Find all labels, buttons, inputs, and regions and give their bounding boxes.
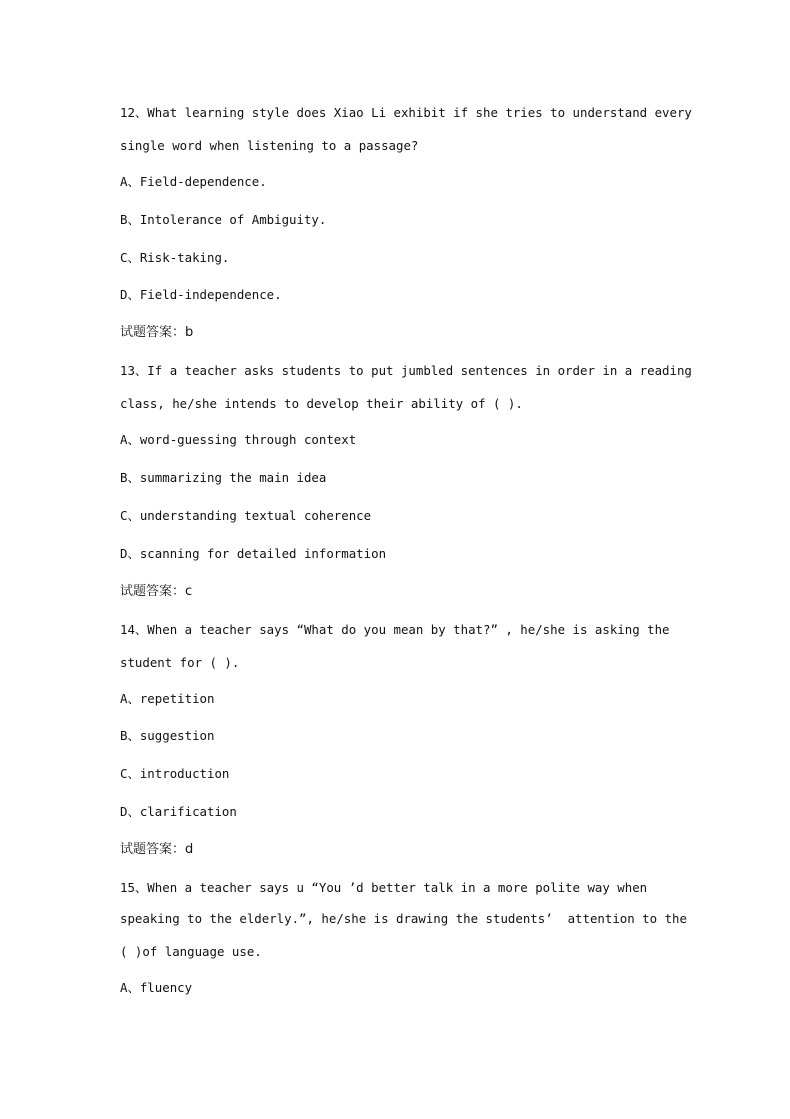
question-stem-line: 15、When a teacher says u “You ’d better talk in a more polite way when bbox=[120, 880, 648, 895]
option-b: B、suggestion bbox=[120, 728, 215, 743]
question-stem-line: single word when listening to a passage? bbox=[120, 138, 419, 153]
question-stem-line: speaking to the elderly.”, he/she is drawing the students’ attention to the bbox=[120, 911, 687, 926]
option-d: D、Field-independence. bbox=[120, 287, 282, 302]
question-stem-line: student for ( ). bbox=[120, 655, 240, 670]
option-b: B、summarizing the main idea bbox=[120, 470, 327, 485]
option-d: D、clarification bbox=[120, 804, 237, 819]
option-c: C、Risk-taking. bbox=[120, 250, 230, 265]
option-a: A、Field-dependence. bbox=[120, 174, 267, 189]
option-a: A、repetition bbox=[120, 691, 215, 706]
question-stem-line: 14、When a teacher says “What do you mean by that?” , he/she is asking the bbox=[120, 622, 670, 637]
question-stem-line: ( )of language use. bbox=[120, 944, 262, 959]
question-stem-line: 13、If a teacher asks students to put jumbled sentences in order in a reading bbox=[120, 363, 692, 378]
option-d: D、scanning for detailed information bbox=[120, 546, 387, 561]
answer-line: 试题答案：b bbox=[120, 325, 194, 340]
answer-line: 试题答案：c bbox=[120, 584, 193, 599]
option-c: C、understanding textual coherence bbox=[120, 508, 372, 523]
answer-line: 试题答案：d bbox=[120, 842, 194, 857]
option-a: A、word-guessing through context bbox=[120, 432, 357, 447]
option-a: A、fluency bbox=[120, 980, 193, 995]
option-b: B、Intolerance of Ambiguity. bbox=[120, 212, 327, 227]
question-stem-line: class, he/she intends to develop their ability of ( ). bbox=[120, 396, 523, 411]
option-c: C、introduction bbox=[120, 766, 230, 781]
question-stem-line: 12、What learning style does Xiao Li exhibit if she tries to understand every bbox=[120, 105, 692, 120]
